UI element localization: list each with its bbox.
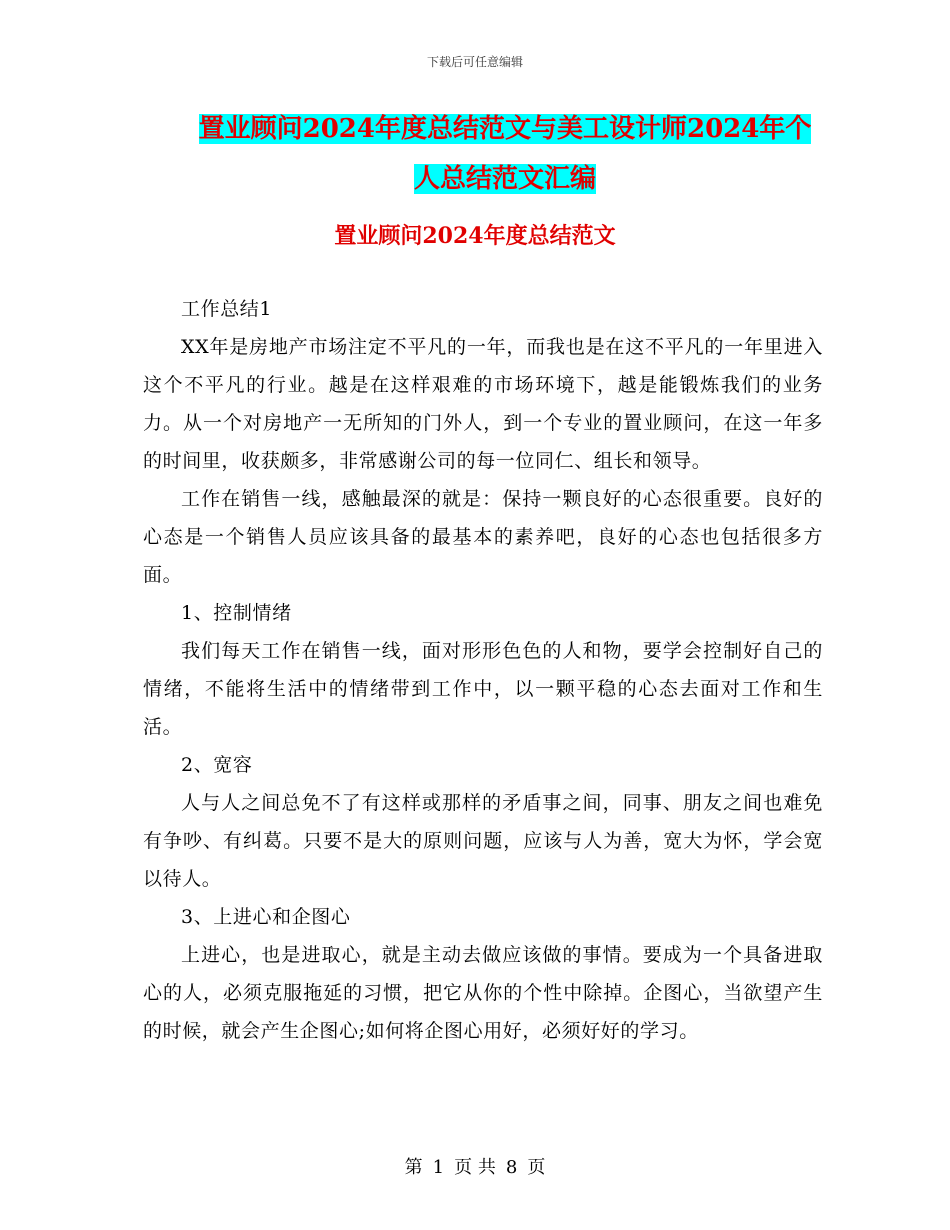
body-text	[143, 290, 823, 1050]
footer-middle: 页 共	[454, 1157, 496, 1178]
paragraph: 3、上进心和企图心	[181, 906, 351, 928]
paragraph: 我们每天工作在销售一线，面对形形色色的人和物，要学会控制好自己的情绪，不能将生活中的情绪带到工作中，以一颗平稳的心态去面对工作和生活。	[143, 640, 823, 738]
total-pages: 8	[505, 1157, 518, 1178]
paragraph: 1、控制情绪	[181, 602, 292, 624]
footer-suffix: 页	[527, 1157, 546, 1178]
title-line-2: 人总结范文汇编	[413, 164, 596, 194]
paragraph: 工作在销售一线，感触最深的就是：保持一颗良好的心态很重要。良好的心态是一个销售人员应该具备的最基本的素养吧，良好的心态也包括很多方面。	[143, 488, 823, 586]
paragraph: 上进心，也是进取心，就是主动去做应该做的事情。要成为一个具备进取心的人，必须克服拖延的习惯，把它从你的个性中除掉。企图心，当欲望产生的时候，就会产生企图心;如何将企图心用好，必须好好的学习。	[143, 944, 823, 1042]
page-number: 1	[432, 1157, 445, 1178]
paragraph: 工作总结1	[181, 298, 273, 320]
title-line-1: 置业顾问2024年度总结范文与美工设计师2024年个	[198, 114, 812, 144]
paragraph: 2、宽容	[181, 754, 253, 776]
page-footer	[0, 1153, 950, 1179]
paragraph: XX年是房地产市场注定不平凡的一年，而我也是在这不平凡的一年里进入这个不平凡的行业。越是在这样艰难的市场环境下，越是能锻炼我们的业务力。从一个对房地产一无所知的门外人，到一个专业的置业顾问，在这一年多的时间里，收获颇多，非常感谢公司的每一位同仁、组长和领导。	[143, 336, 823, 472]
footer-prefix: 第	[404, 1157, 423, 1178]
document-title	[195, 104, 815, 204]
section-title: 置业顾问2024年度总结范文	[334, 223, 616, 249]
paragraph: 人与人之间总免不了有这样或那样的矛盾事之间，同事、朋友之间也难免有争吵、有纠葛。只要不是大的原则问题，应该与人为善，宽大为怀，学会宽以待人。	[143, 792, 823, 890]
header-note: 下载后可任意编辑	[426, 55, 523, 69]
